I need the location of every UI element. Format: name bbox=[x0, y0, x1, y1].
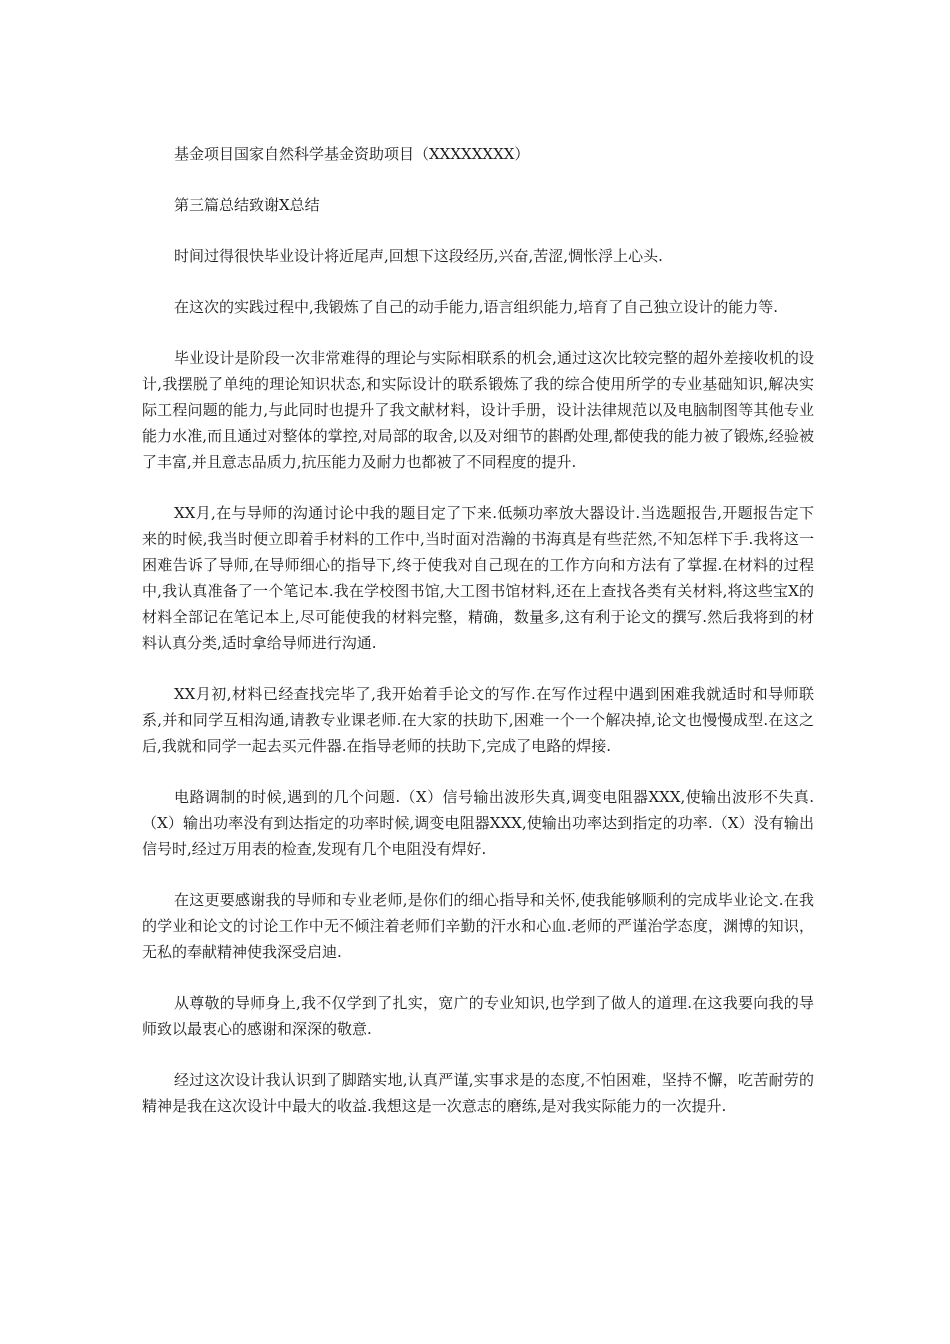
paragraph: 时间过得很快毕业设计将近尾声,回想下这段经历,兴奋,苦涩,惆怅浮上心头. bbox=[174, 247, 663, 265]
paragraph: 电路调制的时候,遇到的几个问题.（X）信号输出波形失真,调变电阻器XXX,使输出波形不失真.（X）输出功率没有到达指定的功率时候,调变电阻器XXX,使输出功率达到指定的功率.（X）没有输出信号时,经过万用表的检查,发现有几个电阻没有焊好. bbox=[142, 788, 814, 858]
paragraph: 在这次的实践过程中,我锻炼了自己的动手能力,语言组织能力,培育了自己独立设计的能力等. bbox=[174, 298, 779, 316]
paragraph: 经过这次设计我认识到了脚踏实地,认真严谨,实事求是的态度,不怕困难，坚持不懈，吃苦耐劳的精神是我在这次设计中最大的收益.我想这是一次意志的磨练,是对我实际能力的一次提升. bbox=[142, 1071, 814, 1115]
paragraph: XX月初,材料已经查找完毕了,我开始着手论文的写作.在写作过程中遇到困难我就适时和导师联系,并和同学互相沟通,请教专业课老师.在大家的扶助下,困难一个一个解决掉,论文也慢慢成型.在这之后,我就和同学一起去买元件器.在指导老师的扶助下,完成了电路的焊接. bbox=[142, 685, 814, 755]
paragraph: 在这更要感谢我的导师和专业老师,是你们的细心指导和关怀,使我能够顺利的完成毕业论文.在我的学业和论文的讨论工作中无不倾注着老师们辛勤的汗水和心血.老师的严谨治学态度，渊博的知识，无私的奉献精神使我深受启迪. bbox=[142, 891, 814, 961]
paragraph: 毕业设计是阶段一次非常难得的理论与实际相联系的机会,通过这次比较完整的超外差接收机的设计,我摆脱了单纯的理论知识状态,和实际设计的联系锻炼了我的综合使用所学的专业基础知识,解决实际工程问题的能力,与此同时也提升了我文献材料，设计手册，设计法律规范以及电脑制图等其他专业能力水准,而且通过对整体的掌控,对局部的取舍,以及对细节的斟酌处理,都使我的能力被了锻炼,经验被了丰富,并且意志品质力,抗压能力及耐力也都被了不同程度的提升. bbox=[142, 349, 814, 471]
section-title: 第三篇总结致谢X总结 bbox=[174, 196, 320, 214]
paragraph: XX月,在与导师的沟通讨论中我的题目定了下来.低频功率放大器设计.当选题报告,开题报告定下来的时候,我当时便立即着手材料的工作中,当时面对浩瀚的书海真是有些茫然,不知怎样下手.我将这一困难告诉了导师,在导师细心的指导下,终于使我对自己现在的工作方向和方法有了掌握.在材料的过程中,我认真准备了一个笔记本.我在学校图书馆,大工图书馆材料,还在上查找各类有关材料,将这些宝X的材料全部记在笔记本上,尽可能使我的材料完整，精确，数量多,这有利于论文的撰写.然后我将到的材料认真分类,适时拿给导师进行沟通. bbox=[142, 504, 814, 652]
paragraph: 从尊敬的导师身上,我不仅学到了扎实，宽广的专业知识,也学到了做人的道理.在这我要向我的导师致以最衷心的感谢和深深的敬意. bbox=[142, 994, 814, 1038]
document-page bbox=[142, 141, 814, 1144]
funding-line: 基金项目国家自然科学基金资助项目（XXXXXXXX） bbox=[174, 145, 530, 163]
